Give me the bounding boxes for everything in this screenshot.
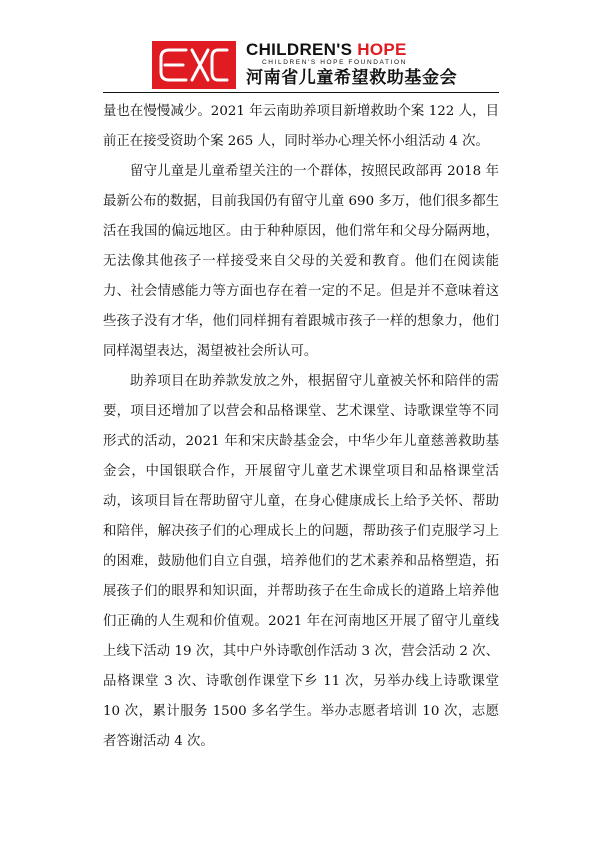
brand-text — [246, 41, 456, 89]
document-body — [103, 97, 499, 757]
brand-subtitle: CHILDREN'S HOPE FOUNDATION — [262, 59, 407, 66]
foundation-logo-icon — [152, 41, 236, 89]
paragraph: 留守儿童是儿童希望关注的一个群体，按照民政部再 2018 年最新公布的数据，目前我国仍有留守儿童 690 多万，他们很多都生活在我国的偏远地区。由于种种原因，他们常年和父母分隔两地，无法像其他孩子一样接受来自父母的关爱和教育。他们在阅读能力、社会情感能力等方面也存在着一定的不足。但是并不意味着这些孩子没有才华，他们同样拥有着跟城市孩子一样的想象力，他们同样渴望表达，渴望被社会所认可。 — [103, 164, 499, 359]
paragraph: 助养项目在助养款发放之外，根据留守儿童被关怀和陪伴的需要，项目还增加了以营会和品格课堂、艺术课堂、诗歌课堂等不同形式的活动，2021 年和宋庆龄基金会，中华少年儿童慈善救助基金会，中国银联合作，开展留守儿童艺术课堂项目和品格课堂活动，该项目旨在帮助留守儿童，在身心健康成长上给予关怀、帮助和陪伴，解决孩子们的心理成长上的问题，帮助孩子们克服学习上的困难，鼓励他们自立自强，培养他们的艺术素养和品格塑造，拓展孩子们的眼界和知识面，并帮助孩子在生命成长的道路上培养他们正确的人生观和价值观。2021 年在河南地区开展了留守儿童线上线下活动 19 次，其中户外诗歌创作活动 3 次，营会活动 2 次、品格课堂 3 次、诗歌创作课堂下乡 11 次，另举办线上诗歌课堂 10 次，累计服务 1500 多名学生。举办志愿者培训 10 次，志愿者答谢活动 4 次。 — [103, 374, 499, 749]
brand-word-childrens: CHILDREN'S — [246, 40, 353, 59]
paragraph: 量也在慢慢减少。2021 年云南助养项目新增救助个案 122 人，目前正在接受资助个案 265 人，同时举办心理关怀小组活动 4 次。 — [103, 104, 499, 149]
brand-word-hope: HOPE — [357, 40, 407, 59]
page-header — [152, 40, 458, 89]
brand-english-name — [246, 41, 456, 59]
header-divider — [103, 92, 499, 93]
brand-chinese-name: 河南省儿童希望救助基金会 — [246, 68, 458, 88]
